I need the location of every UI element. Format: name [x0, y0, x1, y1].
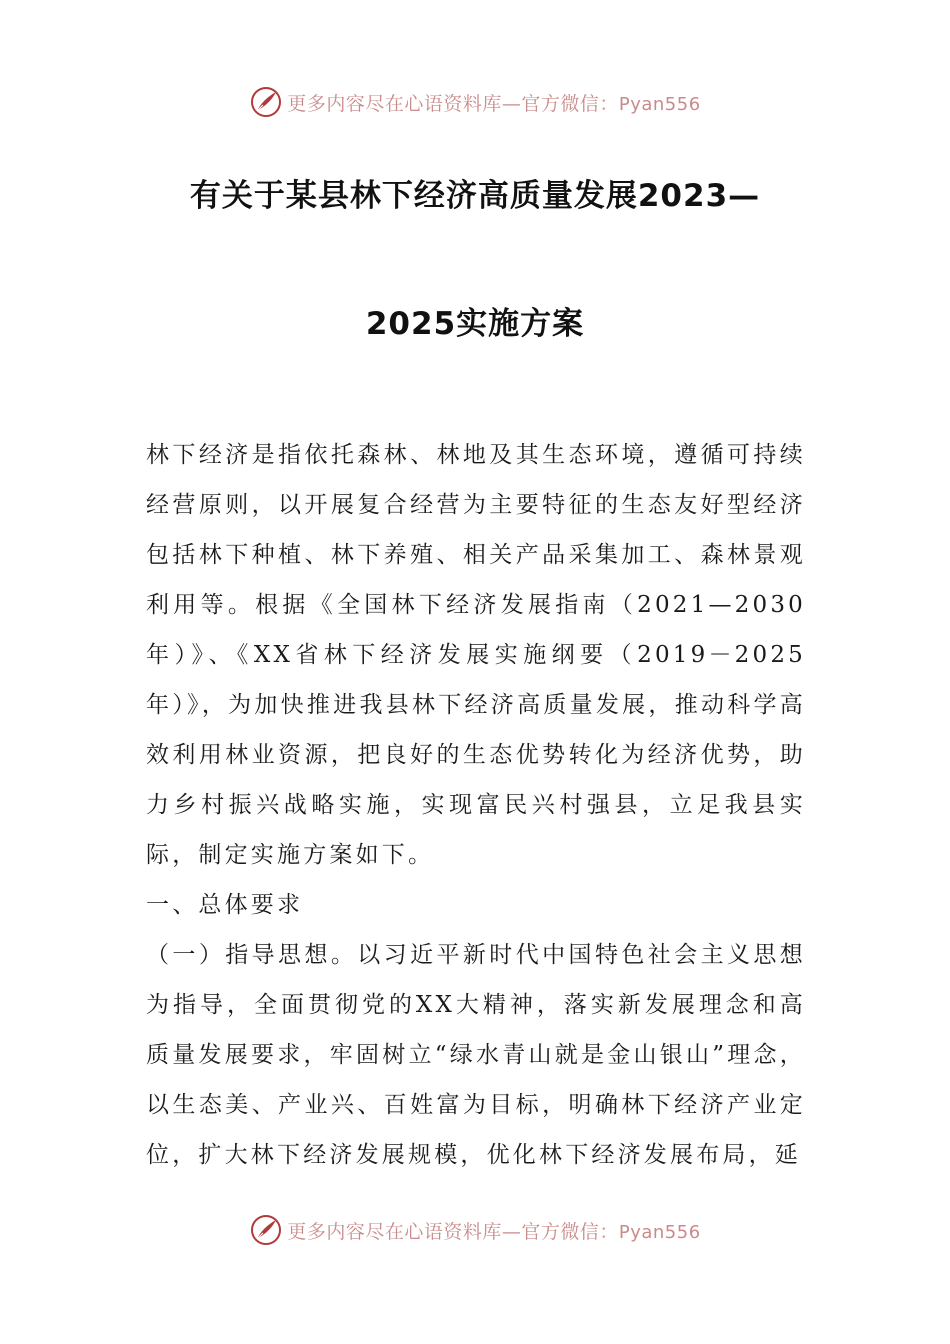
document-body — [146, 430, 806, 1180]
section-heading: 一、总体要求 — [146, 892, 304, 918]
footer-banner — [0, 1208, 950, 1252]
banner-text-cn: 更多内容尽在心语资料库—官方微信： — [287, 1220, 619, 1243]
quill-pen-logo-icon — [249, 85, 283, 119]
banner-wechat-id: Pyan556 — [618, 93, 701, 115]
banner-text — [287, 89, 700, 116]
guiding-thought-paragraph: （一）指导思想。以习近平新时代中国特色社会主义思想为指导，全面贯彻党的XX大精神，落实新发展理念和高质量发展要求，牢固树立“绿水青山就是金山银山”理念，以生态美、产业兴、百姓富为目标，明确林下经济产业定位，扩大林下经济发展规模，优化林下经济发展布局，延 — [146, 942, 806, 1168]
intro-paragraph: 林下经济是指依托森林、林地及其生态环境，遵循可持续经营原则，以开展复合经营为主要特征的生态友好型经济包括林下种植、林下养殖、相关产品采集加工、森林景观利用等。根据《全国林下经济发展指南（2021—2030年）》、《XX省林下经济发展实施纲要（2019－2025年）》，为加快推进我县林下经济高质量发展，推动科学高效利用林业资源，把良好的生态优势转化为经济优势，助力乡村振兴战略实施，实现富民兴村强县，立足我县实际，制定实施方案如下。 — [146, 442, 806, 868]
document-title-line1: 有关于某县林下经济高质量发展2023— — [189, 178, 761, 214]
banner-text-cn: 更多内容尽在心语资料库—官方微信： — [287, 92, 619, 115]
header-banner — [0, 80, 950, 124]
quill-pen-logo-icon — [249, 1213, 283, 1247]
banner-wechat-id: Pyan556 — [618, 1221, 701, 1243]
banner-text — [287, 1217, 700, 1244]
document-title-line2: 2025实施方案 — [365, 306, 585, 342]
